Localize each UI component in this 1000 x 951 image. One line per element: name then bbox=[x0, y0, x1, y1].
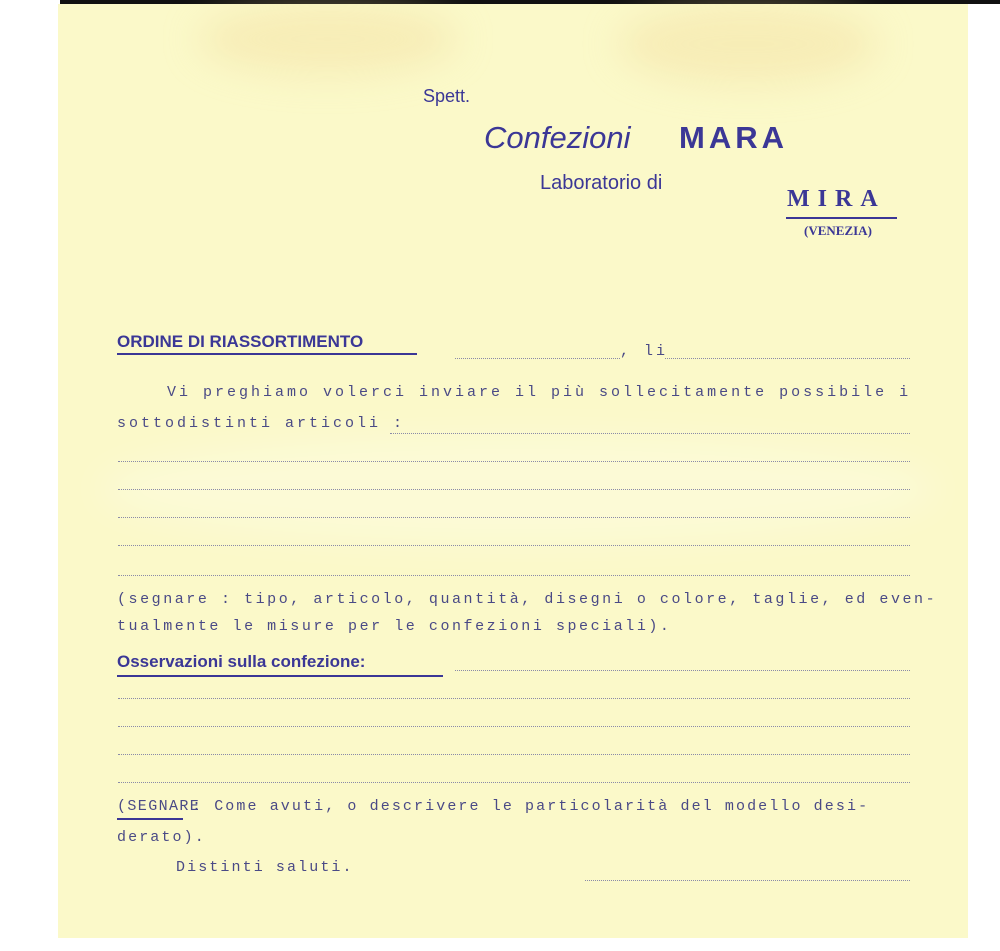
articles-line[interactable] bbox=[118, 517, 910, 518]
observations-title: Osservazioni sulla confezione: bbox=[117, 652, 366, 671]
closing: Distinti saluti. bbox=[176, 859, 354, 876]
date-separator: , li bbox=[620, 343, 669, 360]
intro-line-1: Vi preghiamo volerci inviare il più sollecitamente possibile i bbox=[167, 384, 912, 401]
observations-line[interactable] bbox=[118, 782, 910, 783]
observations-note-line-1: : Come avuti, o descrivere le particolarità del modello desi- bbox=[192, 798, 870, 815]
observations-note-prefix: (SEGNARE bbox=[117, 798, 201, 815]
order-title-underline bbox=[117, 353, 417, 355]
observations-title-underline bbox=[117, 675, 443, 677]
articles-line[interactable] bbox=[118, 575, 910, 576]
signature-line[interactable] bbox=[585, 880, 910, 881]
observations-line[interactable] bbox=[455, 670, 910, 671]
place-field[interactable] bbox=[455, 358, 620, 359]
observations-line[interactable] bbox=[118, 726, 910, 727]
observations-line[interactable] bbox=[118, 754, 910, 755]
province: (VENEZIA) bbox=[804, 223, 872, 238]
city: MIRA bbox=[787, 186, 886, 212]
articles-line[interactable] bbox=[118, 489, 910, 490]
articles-line[interactable] bbox=[118, 545, 910, 546]
observations-note-line-2: derato). bbox=[117, 829, 206, 846]
order-title: ORDINE DI RIASSORTIMENTO bbox=[117, 332, 364, 351]
city-underline bbox=[786, 217, 897, 219]
salutation: Spett. bbox=[423, 86, 471, 106]
observations-line[interactable] bbox=[118, 698, 910, 699]
articles-note-line-2: tualmente le misure per le confezioni speciali). bbox=[117, 618, 672, 635]
intro-line-2: sottodistinti articoli : bbox=[117, 415, 406, 432]
lab-label: Laboratorio di bbox=[540, 172, 663, 194]
date-field[interactable] bbox=[665, 358, 910, 359]
company-name-bold: MARA bbox=[679, 120, 788, 155]
company-name-italic: Confezioni bbox=[484, 120, 631, 155]
articles-note-line-1: (segnare : tipo, articolo, quantità, disegni o colore, taglie, ed even- bbox=[117, 591, 938, 608]
articles-line[interactable] bbox=[390, 433, 910, 434]
observations-note-underline bbox=[117, 818, 183, 820]
articles-line[interactable] bbox=[118, 461, 910, 462]
